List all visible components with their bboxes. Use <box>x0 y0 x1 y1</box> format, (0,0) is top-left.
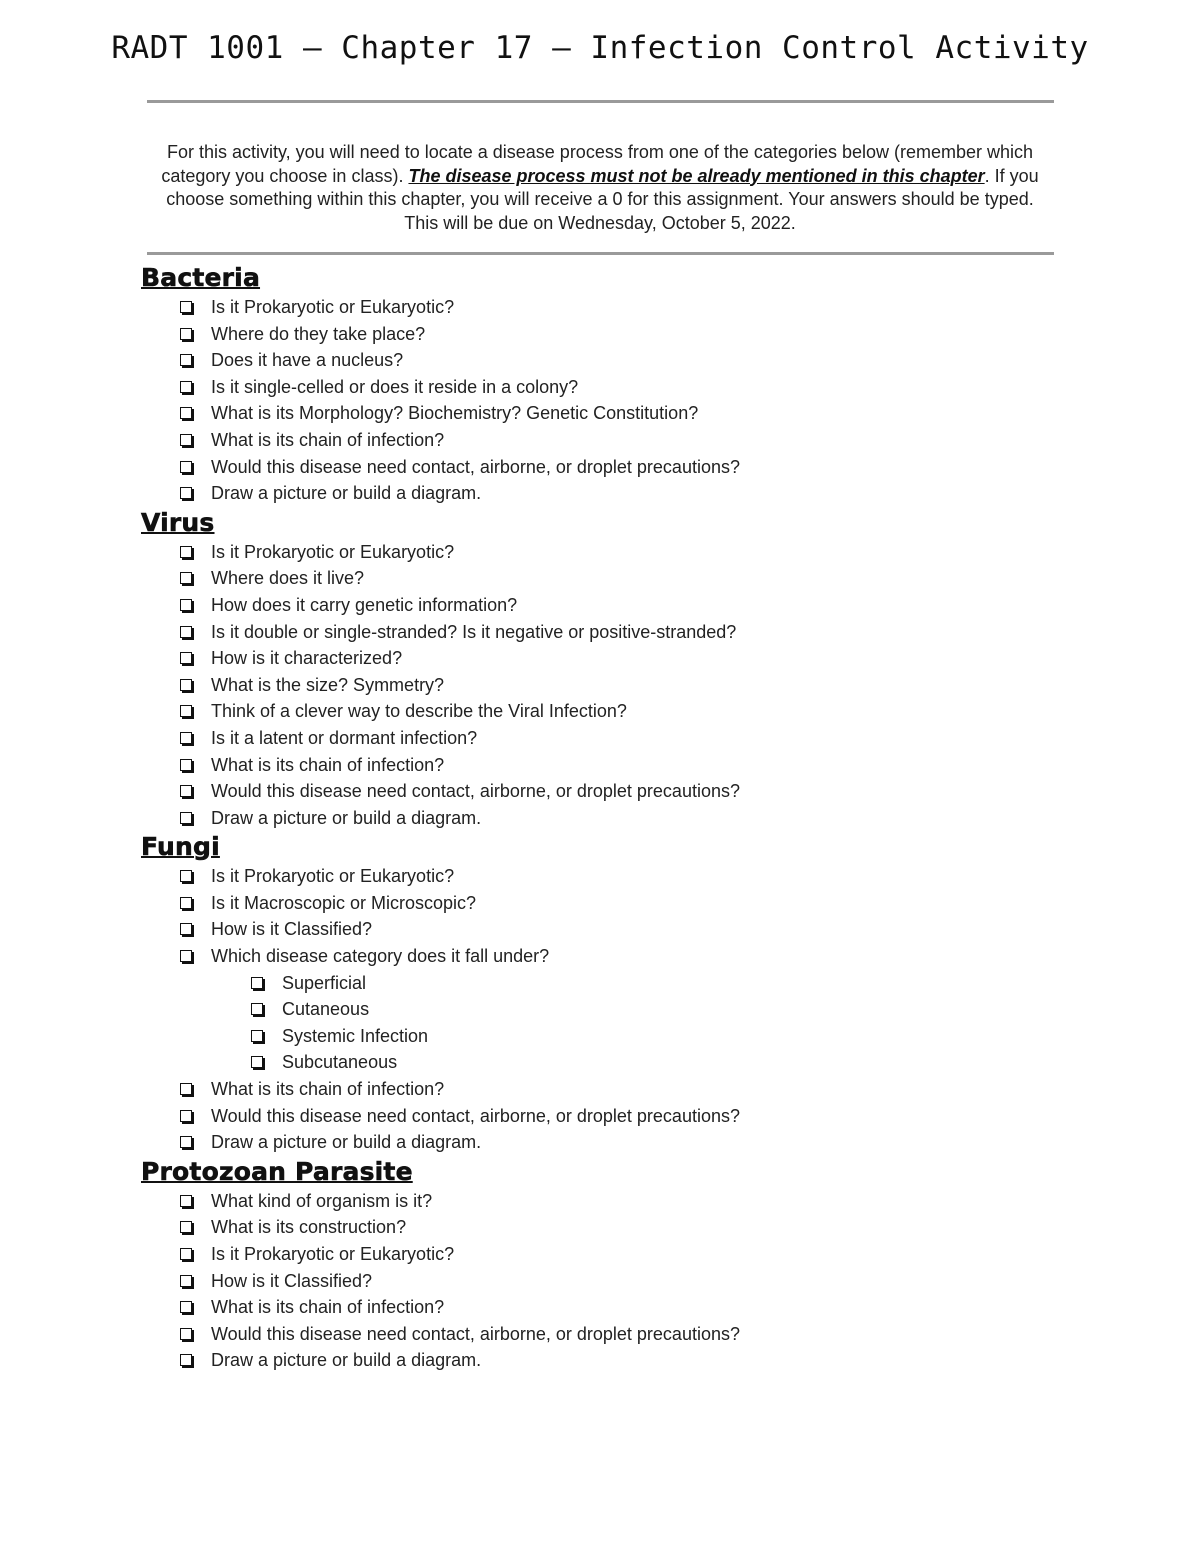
checklist-item: How is it characterized? <box>0 645 1200 672</box>
checklist-item: What kind of organism is it? <box>0 1188 1200 1215</box>
checklist-item: Where does it live? <box>0 565 1200 592</box>
checklist-subitem: Systemic Infection <box>0 1023 1200 1050</box>
instructions-text-1: For this activity, you will need to locate a disease process from one of the categories below (remember which category you choose in class). <box>161 142 1034 186</box>
checklist-item: What is its Morphology? Biochemistry? Genetic Constitution? <box>0 400 1200 427</box>
checkbox-icon <box>180 1083 192 1095</box>
checkbox-icon <box>180 679 192 691</box>
checklist-item: Is it Prokaryotic or Eukaryotic? <box>0 1241 1200 1268</box>
checkbox-icon <box>180 461 192 473</box>
checklist-bacteria <box>0 294 1200 507</box>
checkbox-icon <box>180 759 192 771</box>
checklist-item: What is its chain of infection? <box>0 752 1200 779</box>
checklist-item: Where do they take place? <box>0 321 1200 348</box>
checkbox-icon <box>180 301 192 313</box>
checklist-item: How is it Classified? <box>0 1268 1200 1295</box>
checklist-item: Which disease category does it fall under? <box>0 943 1200 970</box>
section-title-protozoan: Protozoan Parasite <box>141 1156 413 1186</box>
checklist-item: Is it a latent or dormant infection? <box>0 725 1200 752</box>
checkbox-icon <box>180 381 192 393</box>
checkbox-icon <box>180 732 192 744</box>
checkbox-icon <box>180 572 192 584</box>
checklist-item: Is it single-celled or does it reside in a colony? <box>0 374 1200 401</box>
checkbox-icon <box>180 1110 192 1122</box>
checklist-item: What is its chain of infection? <box>0 1076 1200 1103</box>
checklist-item: Would this disease need contact, airborne, or droplet precautions? <box>0 778 1200 805</box>
checkbox-icon <box>180 1136 192 1148</box>
checkbox-icon <box>180 897 192 909</box>
checklist-subitem: Superficial <box>0 970 1200 997</box>
checklist-fungi <box>0 863 1200 1156</box>
section-title-virus: Virus <box>141 507 215 537</box>
checkbox-icon <box>180 1301 192 1313</box>
checklist-item: What is the size? Symmetry? <box>0 672 1200 699</box>
checkbox-icon <box>180 785 192 797</box>
checklist-item: Would this disease need contact, airborne, or droplet precautions? <box>0 1321 1200 1348</box>
checklist-item: Would this disease need contact, airborne, or droplet precautions? <box>0 1103 1200 1130</box>
checklist-item: Is it Prokaryotic or Eukaryotic? <box>0 539 1200 566</box>
checkbox-icon <box>251 1003 263 1015</box>
checklist-item: Draw a picture or build a diagram. <box>0 1129 1200 1156</box>
checkbox-icon <box>251 977 263 989</box>
checkbox-icon <box>180 599 192 611</box>
checkbox-icon <box>180 1275 192 1287</box>
checklist-item: How does it carry genetic information? <box>0 592 1200 619</box>
checklist-item: How is it Classified? <box>0 916 1200 943</box>
checkbox-icon <box>180 546 192 558</box>
checkbox-icon <box>180 1195 192 1207</box>
section-title-fungi: Fungi <box>141 832 220 862</box>
instructions-text-2: . If you choose something within this chapter, you will receive a 0 for this assignment. Your answers should be typed. This will be due on Wednesday, October 5, 2022. <box>166 165 1039 233</box>
checkbox-icon <box>251 1030 263 1042</box>
checklist-protozoan <box>0 1188 1200 1374</box>
checklist-item: Would this disease need contact, airborne, or droplet precautions? <box>0 454 1200 481</box>
top-divider <box>147 100 1054 103</box>
instructions-paragraph <box>150 141 1050 235</box>
checkbox-icon <box>180 950 192 962</box>
checkbox-icon <box>180 328 192 340</box>
checklist-item: Is it Prokaryotic or Eukaryotic? <box>0 294 1200 321</box>
checkbox-icon <box>180 1354 192 1366</box>
checkbox-icon <box>180 1328 192 1340</box>
checkbox-icon <box>180 652 192 664</box>
checklist-virus <box>0 539 1200 832</box>
page-title: RADT 1001 – Chapter 17 – Infection Control Activity <box>111 30 1089 66</box>
checklist-subitem: Subcutaneous <box>0 1049 1200 1076</box>
checkbox-icon <box>180 870 192 882</box>
checkbox-icon <box>180 487 192 499</box>
checklist-item: Is it double or single-stranded? Is it negative or positive-stranded? <box>0 619 1200 646</box>
checkbox-icon <box>180 407 192 419</box>
checklist-item: Draw a picture or build a diagram. <box>0 805 1200 832</box>
checklist-item: Is it Macroscopic or Microscopic? <box>0 890 1200 917</box>
checkbox-icon <box>180 705 192 717</box>
checkbox-icon <box>251 1056 263 1068</box>
categories <box>0 262 1200 1374</box>
checklist-item: Draw a picture or build a diagram. <box>0 480 1200 507</box>
checklist-item: Draw a picture or build a diagram. <box>0 1347 1200 1374</box>
checklist-item: Is it Prokaryotic or Eukaryotic? <box>0 863 1200 890</box>
checklist-item: Think of a clever way to describe the Viral Infection? <box>0 698 1200 725</box>
checklist-subitem: Cutaneous <box>0 996 1200 1023</box>
checkbox-icon <box>180 923 192 935</box>
checklist-item: What is its chain of infection? <box>0 1294 1200 1321</box>
checkbox-icon <box>180 812 192 824</box>
checkbox-icon <box>180 626 192 638</box>
checkbox-icon <box>180 1221 192 1233</box>
checkbox-icon <box>180 354 192 366</box>
instructions-emphasis: The disease process must not be already mentioned in this chapter <box>408 165 985 186</box>
section-title-bacteria: Bacteria <box>141 263 261 292</box>
checkbox-icon <box>180 1248 192 1260</box>
checkbox-icon <box>180 434 192 446</box>
checklist-item: What is its chain of infection? <box>0 427 1200 454</box>
checklist-item: What is its construction? <box>0 1214 1200 1241</box>
checklist-item: Does it have a nucleus? <box>0 347 1200 374</box>
bottom-divider <box>147 252 1054 255</box>
